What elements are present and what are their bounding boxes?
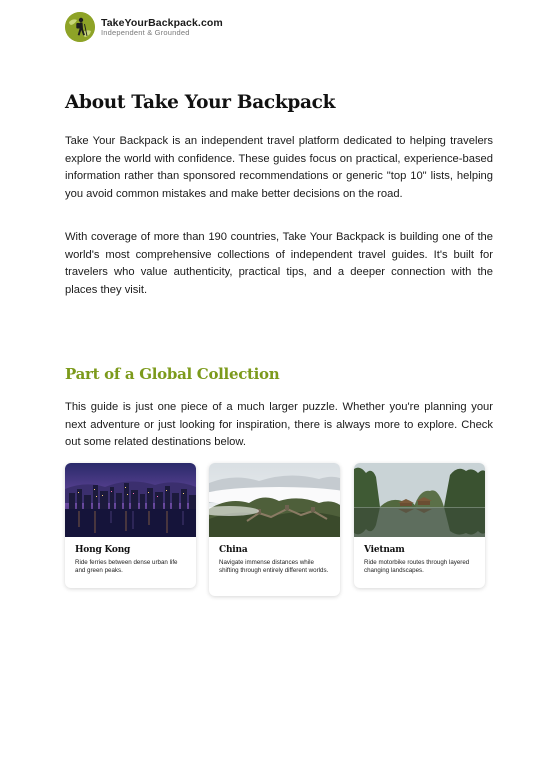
brand-block (101, 18, 223, 37)
great-wall-image (209, 463, 340, 537)
destination-card-hong-kong[interactable] (65, 463, 196, 588)
about-paragraph-1: Take Your Backpack is an independent travel platform dedicated to helping travelers explore the world with confidence. These guides focus on practical, experience-based information rather than sponsored recommendations or generic "top 10" lists, helping you avoid common mistakes and make better decisions on the road. (65, 135, 493, 201)
card-title: Vietnam (364, 545, 405, 555)
destination-card-china[interactable] (209, 463, 340, 596)
brand-tagline: Independent & Grounded (101, 28, 190, 37)
about-paragraph-2: With coverage of more than 190 countries, Take Your Backpack is building one of the world's most comprehensive collections of independent travel guides. It's built for travelers who value authenticity, practical tips, and a deeper connection with the places they visit. (65, 231, 493, 297)
site-header (65, 12, 223, 42)
card-title: Hong Kong (75, 545, 131, 555)
vietnam-landscape-image (354, 463, 485, 537)
globe-hiker-icon[interactable] (65, 12, 95, 42)
destination-card-vietnam[interactable] (354, 463, 485, 588)
card-description: Ride ferries between dense urban life and green peaks. (75, 559, 178, 574)
about-title: About Take Your Backpack (65, 92, 336, 113)
card-title: China (219, 545, 248, 555)
card-description: Navigate immense distances while shifting through entirely different worlds. (219, 559, 329, 574)
brand-name[interactable]: TakeYourBackpack.com (101, 16, 223, 29)
collection-paragraph: This guide is just one piece of a much larger puzzle. Whether you're planning your next adventure or just looking for inspiration, there is always more to explore. Check out some related destinations below. (65, 401, 493, 449)
hong-kong-skyline-image (65, 463, 196, 537)
collection-title: Part of a Global Collection (65, 365, 280, 383)
card-description: Ride motorbike routes through layered changing landscapes. (364, 559, 470, 574)
